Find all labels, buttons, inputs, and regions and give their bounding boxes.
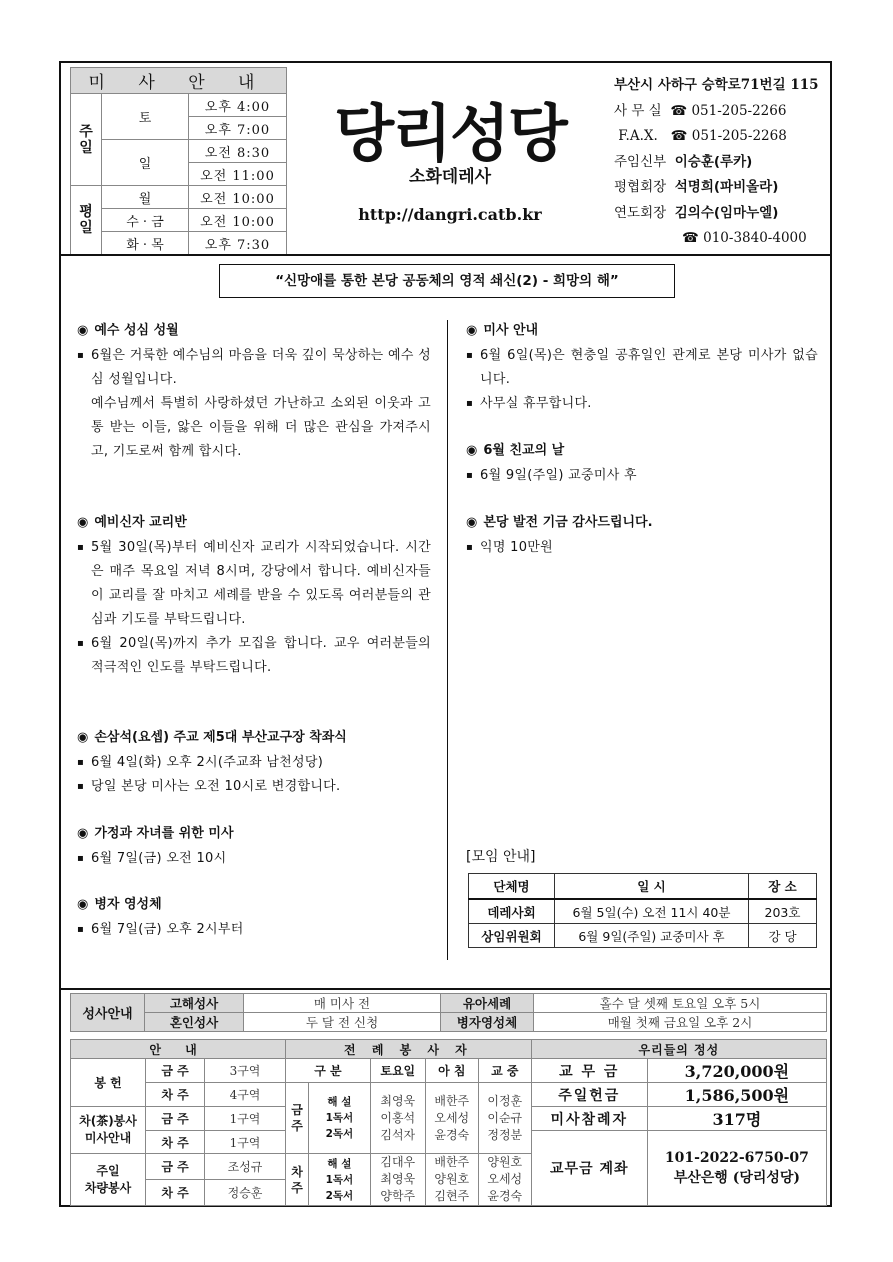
- notice-bishop: [77, 726, 431, 799]
- account-label: 교무금 계좌: [531, 1131, 647, 1206]
- notice-item: ▪ 익명 10만원: [466, 536, 818, 560]
- sacrament-value: 매월 첫째 금요일 오후 2시: [534, 1013, 827, 1032]
- mass-time: 오전 10:00: [189, 186, 287, 209]
- offering-value: 3,720,000원: [647, 1059, 826, 1083]
- account-bank: 부산은행 (당리성당): [673, 1170, 801, 1186]
- bullet-icon: ◉: [77, 515, 89, 530]
- liturgy-roles: 해 설 1독서 2독서: [309, 1083, 371, 1154]
- council-label: 평협회장: [614, 179, 667, 195]
- notice-item: 예수님께서 특별히 사랑하셨던 가난하고 소외된 이웃과 고통 받는 이들, 앓은 이들을 위해 더 많은 관심을 가져주시고, 기도로써 함께 합시다.: [91, 396, 431, 459]
- guide-week: 차 주: [146, 1083, 205, 1107]
- mass-time: 오후 4:00: [189, 94, 287, 117]
- column-divider: [447, 320, 448, 960]
- account-number: 101-2022-6750-07: [664, 1150, 809, 1166]
- liturgy-names: 배한주 오세성 윤경숙: [425, 1083, 478, 1154]
- notice-item: ▪ 당일 본당 미사는 오전 10시로 변경합니다.: [77, 775, 431, 799]
- council-name: 석명희(파비올라): [674, 179, 779, 195]
- offering-title: 우리들의 정성: [531, 1040, 826, 1059]
- alliance-label: 연도회장: [614, 204, 667, 221]
- meetings-title: [모임 안내]: [466, 849, 536, 865]
- sacrament-value: 두 달 전 신청: [244, 1013, 441, 1032]
- footer-divider: [59, 988, 832, 990]
- liturgy-roles: 해 설 1독서 2독서: [309, 1154, 371, 1206]
- bullet-icon: ◉: [466, 443, 478, 458]
- office-phone: 051-205-2266: [691, 102, 787, 119]
- parish-subtitle: 소화데레사: [408, 167, 492, 187]
- notice-heading: 가정과 자녀를 위한 미사: [94, 826, 234, 841]
- mass-time: 오전 8:30: [189, 140, 287, 163]
- liturgy-names: 배한주 양원호 김현주: [425, 1154, 478, 1206]
- meeting-time: 6월 5일(수) 오전 11시 40분: [555, 899, 749, 924]
- notice-heading: 6월 친교의 날: [483, 443, 565, 458]
- sacrament-name: 고해성사: [145, 994, 244, 1013]
- bullet-icon: ◉: [466, 323, 478, 338]
- notice-heading: 손삼석(요셉) 주교 제5대 부산교구장 착좌식: [94, 730, 347, 745]
- notice-fellowship-day: [466, 439, 818, 488]
- guide-value: 정승훈: [205, 1180, 286, 1206]
- guide-value: 4구역: [205, 1083, 286, 1107]
- service-table: [70, 1039, 827, 1206]
- sacrament-label: 성사안내: [71, 994, 145, 1032]
- notice-heading: 미사 안내: [483, 323, 539, 338]
- bullet-icon: ◉: [77, 323, 89, 338]
- meeting-group: 상임위원회: [469, 924, 555, 948]
- notice-heading: 병자 영성체: [94, 897, 162, 912]
- meeting-place: 강 당: [749, 924, 817, 948]
- mass-schedule-title: 미 사 안 내: [71, 68, 287, 94]
- table-row: [469, 924, 817, 948]
- phone-icon: ☎: [670, 128, 688, 144]
- mass-day: 수 · 금: [102, 209, 189, 232]
- guide-group: 봉 헌: [71, 1059, 146, 1107]
- notice-item: ▪ 6월 6일(목)은 현충일 공휴일인 관계로 본당 미사가 없습니다.: [466, 344, 818, 392]
- offering-value: 317명: [647, 1107, 826, 1131]
- notice-item: ▪ 6월은 거룩한 예수님의 마음을 더욱 깊이 묵상하는 예수 성심 성월입니다.: [77, 344, 431, 392]
- notice-heading: 예비신자 교리반: [94, 515, 187, 530]
- mass-day: 일: [102, 140, 189, 186]
- guide-week: 금 주: [146, 1059, 205, 1083]
- liturgy-header: 토요일: [370, 1059, 425, 1083]
- mass-schedule-table: [70, 67, 287, 255]
- notice-heading: 본당 발전 기금 감사드립니다.: [483, 515, 653, 530]
- liturgy-title: 전 례 봉 사 자: [286, 1040, 532, 1059]
- liturgy-this-week: 금 주: [286, 1083, 309, 1154]
- mass-time: 오전 10:00: [189, 209, 287, 232]
- mass-time: 오후 7:00: [189, 117, 287, 140]
- guide-value: 1구역: [205, 1131, 286, 1154]
- liturgy-names: 김대우 최영욱 양학주: [370, 1154, 425, 1206]
- meeting-place: 203호: [749, 899, 817, 924]
- contact-info: [614, 73, 819, 252]
- notice-item: ▪ 6월 7일(금) 오후 2시부터: [77, 918, 431, 942]
- liturgy-next-week: 차 주: [286, 1154, 309, 1206]
- address: 부산시 사하구 승학로71번길 115: [614, 77, 819, 93]
- guide-week: 차 주: [146, 1180, 205, 1206]
- guide-week: 금 주: [146, 1154, 205, 1180]
- weekday-label: 평 일: [71, 186, 102, 255]
- account-info: [647, 1131, 826, 1206]
- guide-title: 안 내: [71, 1040, 286, 1059]
- liturgy-names: 최영욱 이홍석 김석자: [370, 1083, 425, 1154]
- meeting-time: 6월 9일(주일) 교중미사 후: [555, 924, 749, 948]
- alliance-phone: 010-3840-4000: [703, 230, 807, 246]
- sacrament-value: 홀수 달 셋째 토요일 오후 5시: [534, 994, 827, 1013]
- guide-value: 3구역: [205, 1059, 286, 1083]
- offering-label: 교 무 금: [531, 1059, 647, 1083]
- notice-item: ▪ 사무실 휴무합니다.: [466, 392, 818, 416]
- notice-donation: [466, 511, 818, 560]
- notice-family-mass: [77, 822, 431, 871]
- fax-number: 051-205-2268: [691, 128, 787, 144]
- office-label: 사 무 실: [614, 102, 662, 119]
- header-divider: [59, 254, 832, 256]
- liturgy-header: 교 중: [478, 1059, 531, 1083]
- notice-item: ▪ 6월 9일(주일) 교중미사 후: [466, 464, 818, 488]
- notice-catechumen: [77, 511, 431, 680]
- alliance-name: 김의수(임마누엘): [674, 204, 779, 221]
- meetings-header: 단체명: [469, 874, 555, 900]
- parish-title: 당리성당: [334, 97, 566, 170]
- meetings-header: 일 시: [555, 874, 749, 900]
- notice-item: ▪ 6월 20일(목)까지 추가 모집을 합니다. 교우 여러분들의 적극적인 인도를 부탁드립니다.: [77, 632, 431, 680]
- pastor-label: 주임신부: [614, 153, 667, 170]
- parish-url-link[interactable]: http://dangri.catb.kr: [358, 205, 542, 224]
- notice-sacred-heart: [77, 319, 431, 464]
- sacrament-table: [70, 993, 827, 1032]
- liturgy-names: 이정훈 이순규 정정분: [478, 1083, 531, 1154]
- sacrament-name: 병자영성체: [441, 1013, 534, 1032]
- phone-icon: ☎: [670, 102, 688, 119]
- notice-sick-communion: [77, 893, 431, 942]
- guide-value: 조성규: [205, 1154, 286, 1180]
- meeting-group: 데레사회: [469, 899, 555, 924]
- sunday-label: 주 일: [71, 94, 102, 186]
- mass-time: 오후 7:30: [189, 232, 287, 255]
- theme-banner: “신망애를 통한 본당 공동체의 영적 쇄신(2) - 희망의 해”: [219, 264, 675, 298]
- phone-icon: ☎: [682, 230, 699, 246]
- offering-value: 1,586,500원: [647, 1083, 826, 1107]
- guide-week: 차 주: [146, 1131, 205, 1154]
- notice-item: ▪ 6월 7일(금) 오전 10시: [77, 847, 431, 871]
- mass-day: 월: [102, 186, 189, 209]
- guide-group: 차(茶)봉사 미사안내: [71, 1107, 146, 1154]
- notice-item: ▪ 5월 30일(목)부터 예비신자 교리가 시작되었습니다. 시간은 매주 목요일 저녁 8시며, 강당에서 합니다. 예비신자들이 교리를 잘 마치고 세례를 받을 수 있도록 여러분들의 관심과 기도를 부탁드립니다.: [77, 536, 431, 632]
- liturgy-header: 아 침: [425, 1059, 478, 1083]
- table-row: [469, 899, 817, 924]
- meetings-table: [468, 873, 817, 948]
- offering-label: 주일헌금: [531, 1083, 647, 1107]
- notice-heading: 예수 성심 성월: [94, 323, 179, 338]
- mass-day: 토: [102, 94, 189, 140]
- liturgy-names: 양원호 오세성 윤경숙: [478, 1154, 531, 1206]
- bullet-icon: ◉: [77, 826, 89, 841]
- mass-day: 화 · 목: [102, 232, 189, 255]
- guide-value: 1구역: [205, 1107, 286, 1131]
- sacrament-name: 혼인성사: [145, 1013, 244, 1032]
- pastor-name: 이승훈(루카): [674, 153, 753, 170]
- bullet-icon: ◉: [466, 515, 478, 530]
- bullet-icon: ◉: [77, 897, 89, 912]
- mass-time: 오전 11:00: [189, 163, 287, 186]
- sacrament-value: 매 미사 전: [244, 994, 441, 1013]
- guide-group: 주일 차량봉사: [71, 1154, 146, 1206]
- fax-label: F.A.X.: [618, 128, 658, 144]
- notice-mass-info: [466, 319, 818, 416]
- notice-item: ▪ 6월 4일(화) 오후 2시(주교좌 남천성당): [77, 751, 431, 775]
- sacrament-name: 유아세례: [441, 994, 534, 1013]
- liturgy-header: 구 분: [286, 1059, 371, 1083]
- meetings-header: 장 소: [749, 874, 817, 900]
- bullet-icon: ◉: [77, 730, 89, 745]
- guide-week: 금 주: [146, 1107, 205, 1131]
- offering-label: 미사참례자: [531, 1107, 647, 1131]
